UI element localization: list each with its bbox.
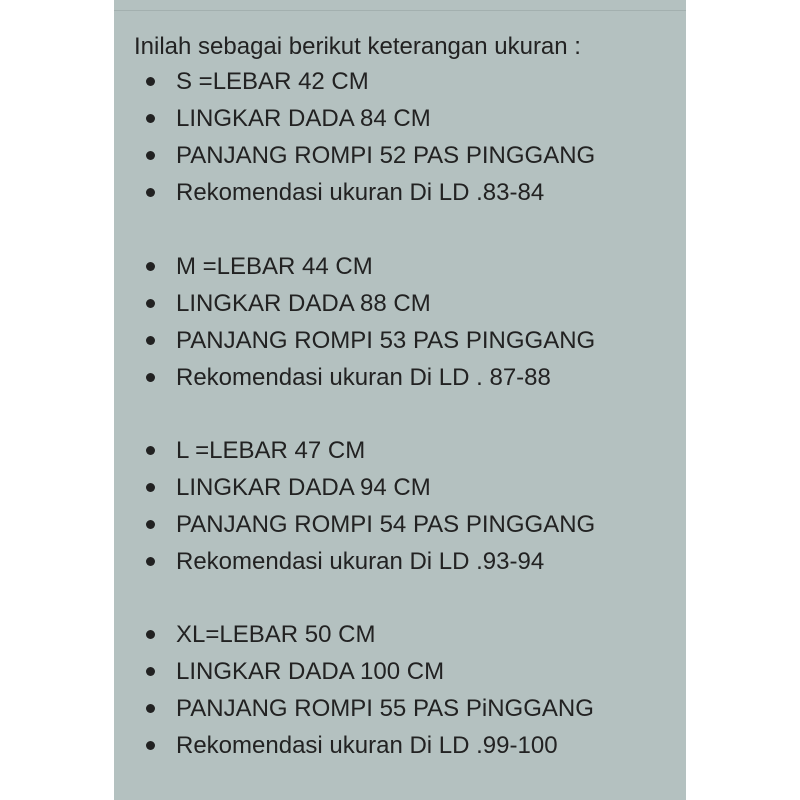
list-item-text: Rekomendasi ukuran Di LD . 87-88 — [176, 364, 551, 391]
bullet-icon — [146, 151, 155, 160]
bullet-icon — [146, 373, 155, 382]
list-item-text: LINGKAR DADA 84 CM — [176, 105, 431, 132]
list-item-text: S =LEBAR 42 CM — [176, 68, 369, 95]
bullet-icon — [146, 630, 155, 639]
list-item-text: M =LEBAR 44 CM — [176, 253, 373, 280]
bullet-icon — [146, 77, 155, 86]
bullet-icon — [146, 188, 155, 197]
bullet-icon — [146, 299, 155, 308]
intro-text: Inilah sebagai berikut keterangan ukuran : — [134, 33, 581, 60]
bullet-icon — [146, 520, 155, 529]
list-item-text: PANJANG ROMPI 52 PAS PINGGANG — [176, 142, 596, 169]
bullet-icon — [146, 336, 155, 345]
list-item-text: Rekomendasi ukuran Di LD .93-94 — [176, 548, 545, 575]
list-item-text: XL=LEBAR 50 CM — [176, 621, 376, 648]
list-item-text: Rekomendasi ukuran Di LD .83-84 — [176, 179, 545, 206]
bullet-icon — [146, 557, 155, 566]
list-item-text: L =LEBAR 47 CM — [176, 437, 366, 464]
list-item-text: LINGKAR DADA 100 CM — [176, 658, 445, 685]
bullet-icon — [146, 114, 155, 123]
bullet-icon — [146, 704, 155, 713]
list-item-text: PANJANG ROMPI 53 PAS PINGGANG — [176, 327, 596, 354]
bullet-icon — [146, 741, 155, 750]
list-item-text: Rekomendasi ukuran Di LD .99-100 — [176, 732, 558, 759]
list-item-text: PANJANG ROMPI 55 PAS PiNGGANG — [176, 695, 594, 722]
top-divider — [114, 10, 686, 11]
bullet-icon — [146, 483, 155, 492]
bullet-icon — [146, 446, 155, 455]
list-item-text: PANJANG ROMPI 54 PAS PINGGANG — [176, 511, 596, 538]
list-item-text: LINGKAR DADA 94 CM — [176, 474, 431, 501]
size-info-panel — [114, 0, 686, 800]
bullet-icon — [146, 262, 155, 271]
bullet-icon — [146, 667, 155, 676]
list-item-text: LINGKAR DADA 88 CM — [176, 290, 431, 317]
